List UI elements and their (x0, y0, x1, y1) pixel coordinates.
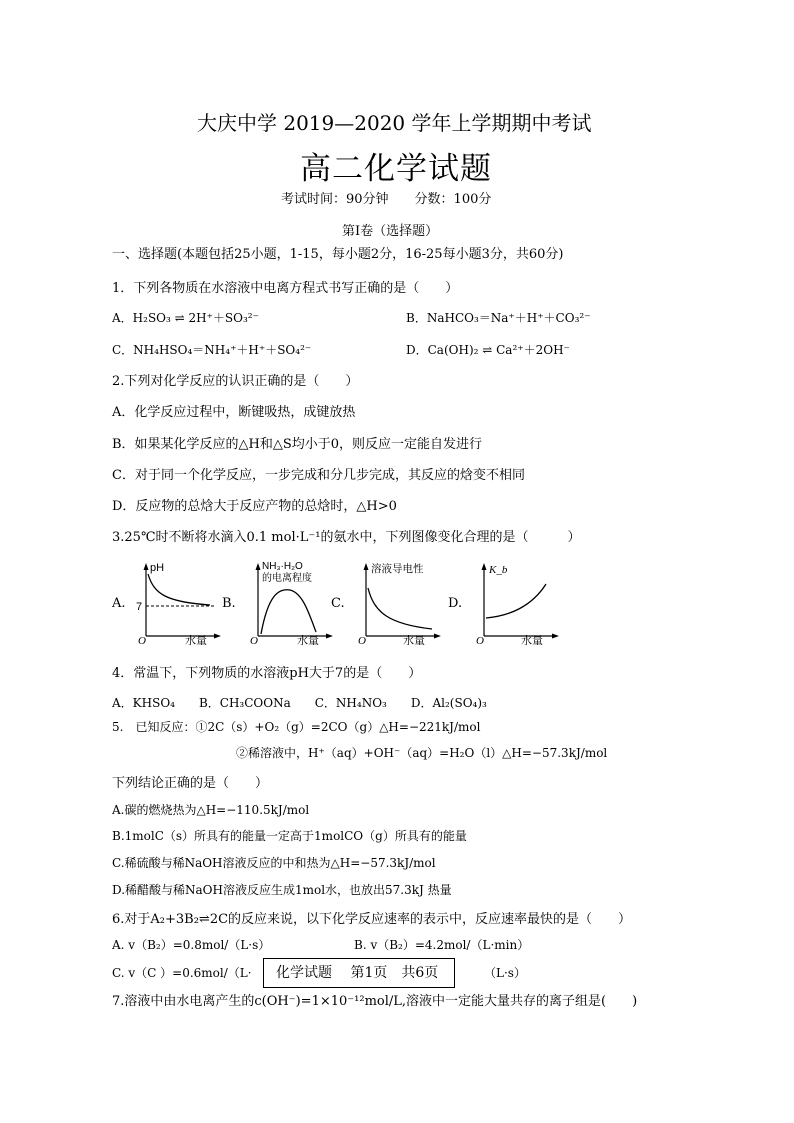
q3-option-a-label: A. (112, 596, 126, 611)
page-footer: 化学试题 第1页 共6页 (263, 958, 455, 988)
q2-option-d: D．反应物的总焓大于反应产物的总焓时，△H>0 (112, 499, 397, 514)
q6-option-d-tail: （L·s） (484, 966, 526, 980)
q2-stem: 2.下列对化学反应的认识正确的是（ ） (112, 374, 359, 389)
q2-option-a: A．化学反应过程中，断键吸热，成键放热 (112, 405, 356, 420)
q1-stem: 1．下列各物质在水溶液中电离方程式书写正确的是（ ） (112, 281, 459, 296)
q3-option-c-label: C. (331, 596, 345, 611)
q3d-ylabel: K_b (489, 564, 508, 576)
q3-option-d-label: D. (448, 596, 463, 611)
q4-options: A．KHSO₄ B．CH₃COONa C．NH₄NO₃ D．Al₂(SO₄)₃ (112, 696, 487, 710)
q1-option-d: D．Ca(OH)₂ ⇌ Ca²⁺＋2OH⁻ (406, 343, 570, 357)
q3a-xlabel: 水量 (185, 635, 207, 645)
subject-title: 高二化学试题 (300, 151, 492, 187)
exam-info: 考试时间：90分钟 分数：100分 (281, 192, 492, 207)
q3b-ylabel: NH₃·H₂O (262, 561, 303, 572)
q3-graph-d (466, 560, 561, 645)
q5-option-a: A.碳的燃烧热为△H=−110.5kJ/mol (112, 803, 310, 817)
q5-option-b: B.1molC（s）所具有的能量一定高于1molCO（g）所具有的能量 (112, 829, 467, 843)
q5-stem-1: 5. 已知反应：①2C（s）+O₂（g）=2CO（g）△H=−221kJ/mol (112, 720, 481, 734)
q2-option-c: C．对于同一个化学反应，一步完成和分几步完成，其反应的焓变不相同 (112, 468, 525, 483)
q1-option-a: A．H₂SO₃ ⇌ 2H⁺＋SO₃²⁻ (112, 311, 259, 325)
q3-stem: 3.25℃时不断将水滴入0.1 mol·L⁻¹的氨水中，下列图像变化合理的是（ ） (112, 530, 581, 545)
q5-stem-3: 下列结论正确的是（ ） (112, 776, 269, 791)
q3c-ylabel: 溶液导电性 (371, 563, 424, 575)
q6-option-a: A. v（B₂）=0.8mol/（L·s） (112, 938, 271, 952)
q3-graph-c (348, 560, 443, 645)
q5-option-c: C.稀硫酸与稀NaOH溶液反应的中和热为△H=−57.3kJ/mol (112, 856, 436, 870)
q3-graph-a (128, 560, 223, 645)
q3b-origin: O (250, 635, 258, 645)
q6-option-c: C. v（C ）=0.6mol/（L· (112, 966, 252, 980)
q6-stem: 6.对于A₂+3B₂⇌2C的反应来说，以下化学反应速率的表示中，反应速率最快的是（ ） (112, 912, 632, 927)
q7-stem: 7.溶液中由水电离产生的c(OH⁻)=1×10⁻¹²mol/L,溶液中一定能大量共存的离子组是( ) (112, 994, 638, 1009)
section-heading: 一、选择题(本题包括25小题，1-15，每小题2分，16-25每小题3分，共60分) (112, 247, 564, 262)
q3-graph-b (240, 560, 335, 645)
q4-stem: 4．常温下，下列物质的水溶液pH大于7的是（ ） (112, 666, 422, 681)
q5-stem-2: ②稀溶液中，H⁺（aq）+OH⁻（aq）=H₂O（l）△H=−57.3kJ/mol (236, 746, 608, 760)
q3c-xlabel: 水量 (403, 635, 425, 645)
q1-option-b: B．NaHCO₃＝Na⁺＋H⁺＋CO₃²⁻ (406, 311, 591, 325)
q1-option-c: C．NH₄HSO₄＝NH₄⁺＋H⁺＋SO₄²⁻ (112, 343, 312, 357)
q3a-origin: O (138, 635, 146, 645)
q5-option-d: D.稀醋酸与稀NaOH溶液反应生成1mol水，也放出57.3kJ 热量 (112, 883, 452, 897)
q3b-ylabel2: 的电离程度 (262, 573, 312, 584)
q3a-mark: 7 (136, 601, 143, 613)
q3d-xlabel: 水量 (521, 635, 543, 645)
q3c-origin: O (358, 635, 366, 645)
q3-option-b-label: B. (222, 596, 236, 611)
q6-option-b: B. v（B₂）=4.2mol/（L·min） (354, 938, 530, 952)
exam-title: 大庆中学 2019—2020 学年上学期期中考试 (197, 111, 592, 135)
q3d-origin: O (476, 635, 484, 645)
q3a-ylabel: pH (150, 562, 165, 574)
q2-option-b: B．如果某化学反应的△H和△S均小于0，则反应一定能自发进行 (112, 437, 483, 452)
volume-heading: 第Ⅰ卷（选择题） (342, 224, 439, 239)
q3b-xlabel: 水量 (297, 635, 319, 645)
